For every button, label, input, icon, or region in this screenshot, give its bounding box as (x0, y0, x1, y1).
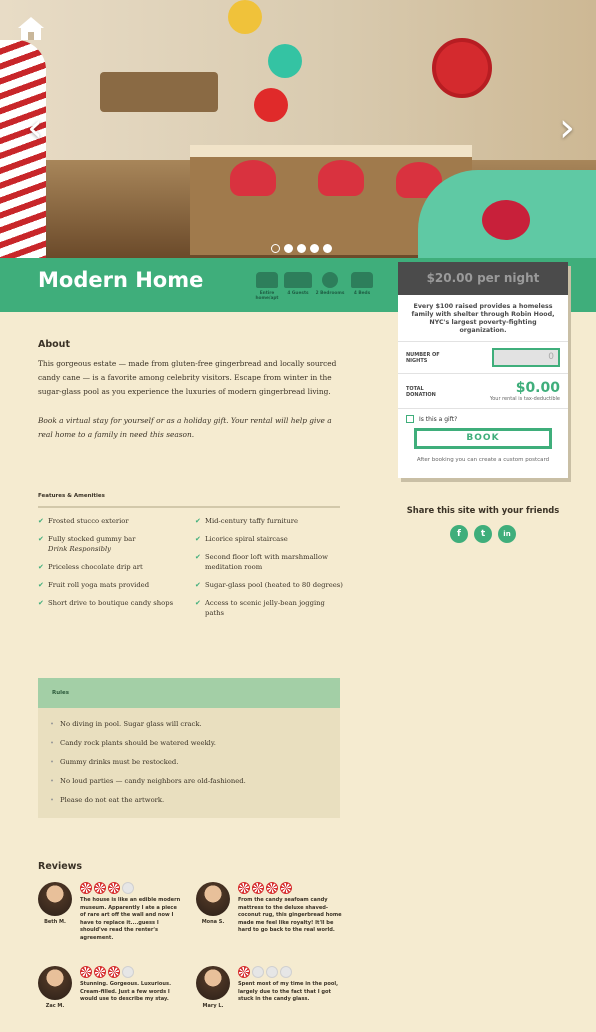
check-icon: ✔ (38, 563, 44, 571)
carousel-dot[interactable] (323, 244, 332, 253)
check-icon: ✔ (38, 599, 44, 607)
review-text: Spent most of my time in the pool, largely due to the fact that I got stuck in the candy glass. (238, 981, 339, 1003)
check-icon: ✔ (38, 581, 44, 589)
amenity-label: Fruit roll yoga mats provided (48, 581, 150, 589)
hero-candy (482, 200, 530, 240)
rules-heading: Rules (38, 678, 340, 708)
rule-item: • No diving in pool. Sugar glass will crack. (50, 720, 340, 728)
amenity-item (38, 516, 188, 526)
amenity-label: Frosted stucco exterior (48, 517, 129, 525)
chevron-left-icon: ‹ (27, 105, 43, 151)
reviews-heading: Reviews (38, 861, 83, 872)
amenity-item (38, 580, 188, 590)
hero-shelf (100, 72, 218, 112)
house-logo-icon[interactable] (14, 14, 48, 44)
gift-label: Is this a gift? (419, 415, 458, 423)
amenity-label: Mid-century taffy furniture (205, 517, 299, 525)
book-button[interactable]: BOOK (414, 428, 552, 449)
twitter-icon: t (480, 529, 486, 539)
rule-item: • Please do not eat the artwork. (50, 796, 340, 804)
peppermint-icon (280, 882, 292, 894)
donation-message: Every $100 raised provides a homeless family with shelter through Robin Hood, NYC's largest poverty-fighting organization. (398, 295, 568, 342)
amenity-item (38, 598, 188, 608)
facebook-icon: f (457, 529, 461, 539)
rules-list (38, 708, 340, 804)
next-slide-button[interactable] (554, 106, 580, 150)
amenities-heading: Features & Amenities (38, 493, 105, 499)
amenity-item (195, 580, 345, 590)
amenities-list-left (38, 516, 188, 616)
peppermint-empty-icon (122, 882, 134, 894)
about-heading: About (38, 339, 70, 350)
linkedin-share-button[interactable] (498, 525, 516, 543)
amenity-item (195, 516, 345, 526)
check-icon: ✔ (38, 535, 44, 543)
feature-entire-home (250, 272, 284, 301)
linkedin-icon: in (503, 530, 511, 538)
peppermint-icon (108, 882, 120, 894)
review-card (196, 882, 346, 962)
amenity-item (38, 562, 188, 572)
avatar (196, 966, 230, 1000)
peppermint-icon (108, 966, 120, 978)
price-header: $20.00 per night (398, 262, 568, 295)
nights-label: NUMBER OF NIGHTS (406, 351, 440, 364)
rating (80, 966, 134, 978)
check-icon: ✔ (195, 599, 201, 607)
amenity-item (195, 552, 345, 572)
hero-ornament (268, 44, 302, 78)
hero-stool (230, 160, 276, 196)
hero-carousel (0, 0, 596, 258)
rule-item: • No loud parties — candy neighbors are old-fashioned. (50, 777, 340, 785)
rule-item: • Candy rock plants should be watered weekly. (50, 739, 340, 747)
total-amount: $0.00 (515, 380, 560, 396)
check-icon: ✔ (195, 517, 201, 525)
feature-label: 2 Bedrooms (315, 291, 345, 296)
moon-icon (322, 272, 338, 288)
prev-slide-button[interactable] (22, 106, 48, 150)
avatar (196, 882, 230, 916)
avatar (38, 966, 72, 1000)
peppermint-empty-icon (266, 966, 278, 978)
chevron-right-icon: › (559, 105, 575, 151)
peppermint-empty-icon (252, 966, 264, 978)
feature-label: 4 Beds (353, 291, 371, 296)
nights-row (398, 342, 568, 374)
rating (80, 882, 134, 894)
review-text: From the candy seafoam candy mattress to the deluxe shaved-coconut rug, this gingerbread home made me feel like royalty! It'll be hard to go back to the real world. (238, 897, 342, 934)
hero-clock (432, 38, 492, 98)
amenity-item (195, 534, 345, 544)
check-icon: ✔ (195, 553, 201, 561)
amenity-label: Short drive to boutique candy shops (48, 599, 174, 607)
amenity-item (38, 534, 188, 554)
rating (238, 882, 292, 894)
feature-beds (345, 272, 379, 296)
amenity-label: Access to scenic jelly-bean jogging paths (205, 599, 325, 617)
peppermint-icon (94, 966, 106, 978)
feature-label: Entire home/apt (255, 291, 279, 301)
gift-checkbox[interactable] (406, 415, 414, 423)
tax-note: Your rental is tax-deductible (489, 396, 560, 402)
reviewer-name: Zac M. (45, 1003, 65, 1009)
reviewer-name: Beth M. (44, 919, 66, 925)
hero-background (0, 0, 596, 160)
peppermint-icon (252, 882, 264, 894)
amenity-label: Sugar-glass pool (heated to 80 degrees) (205, 581, 343, 589)
bed-icon (351, 272, 373, 288)
review-card (38, 966, 188, 1032)
feature-guests (281, 272, 315, 296)
check-icon: ✔ (195, 581, 201, 589)
amenities-list-right (195, 516, 345, 626)
rating (238, 966, 292, 978)
peppermint-empty-icon (280, 966, 292, 978)
total-row (398, 374, 568, 409)
peppermint-icon (94, 882, 106, 894)
amenity-label: Fully stocked gummy bar (48, 535, 136, 543)
review-card (196, 966, 346, 1032)
hero-ornament (254, 88, 288, 122)
peppermint-icon (238, 882, 250, 894)
carousel-dot[interactable] (284, 244, 293, 253)
booking-card (398, 262, 568, 478)
gift-row (398, 409, 568, 423)
amenities-divider (38, 506, 340, 508)
avatar (38, 882, 72, 916)
check-icon: ✔ (38, 517, 44, 525)
review-text: The house is like an edible modern museum. Apparently I ate a piece of rare art off the wall and now I have to replace it....guess I should've read the renter's agreement. (80, 897, 181, 941)
hero-ornament (228, 0, 262, 34)
amenity-label: Licorice spiral staircase (205, 535, 288, 543)
amenity-label: Priceless chocolate drip art (48, 563, 143, 571)
carousel-dots (271, 244, 332, 253)
rules-panel (38, 678, 340, 818)
reviewer-name: Mary L. (202, 1003, 224, 1009)
peppermint-icon (80, 882, 92, 894)
reviewer-name: Mona S. (201, 919, 225, 925)
review-card (38, 882, 188, 962)
check-icon: ✔ (195, 535, 201, 543)
listing-title: Modern Home (38, 268, 204, 292)
carousel-dot[interactable] (297, 244, 306, 253)
total-label: TOTAL DONATION (406, 386, 436, 398)
twitter-share-button[interactable] (474, 525, 492, 543)
rule-item: • Gummy drinks must be restocked. (50, 758, 340, 766)
review-text: Stunning. Gorgeous. Luxurious. Cream-filled. Just a few words I would use to describe my stay. (80, 981, 172, 1003)
feature-label: 4 Guests (287, 291, 309, 296)
guests-icon (284, 272, 312, 288)
carousel-dot[interactable] (310, 244, 319, 253)
facebook-share-button[interactable] (450, 525, 468, 543)
nights-input[interactable]: 0 (492, 348, 560, 367)
peppermint-empty-icon (122, 966, 134, 978)
amenity-item (195, 598, 345, 618)
feature-bedrooms (313, 272, 347, 296)
carousel-dot[interactable] (271, 244, 280, 253)
peppermint-icon (238, 966, 250, 978)
hero-stool (318, 160, 364, 196)
peppermint-icon (80, 966, 92, 978)
about-paragraph-gift: Book a virtual stay for yourself or as a holiday gift. Your rental will help give a real home to a family in need this season. (38, 416, 332, 439)
amenity-label: Second floor loft with marshmallow meditation room (205, 553, 328, 571)
about-paragraph: This gorgeous estate — made from gluten-free gingerbread and locally sourced candy cane — is a favorite among celebrity visitors. Escape from winter in the sugar-glass pool as you experience the luxuries of modern gingerbread living. (38, 359, 337, 396)
home-icon (256, 272, 278, 288)
peppermint-icon (266, 882, 278, 894)
share-heading: Share this site with your friends (406, 505, 560, 515)
postcard-note: After booking you can create a custom postcard (416, 457, 550, 463)
amenity-note: Drink Responsibly (48, 545, 112, 553)
